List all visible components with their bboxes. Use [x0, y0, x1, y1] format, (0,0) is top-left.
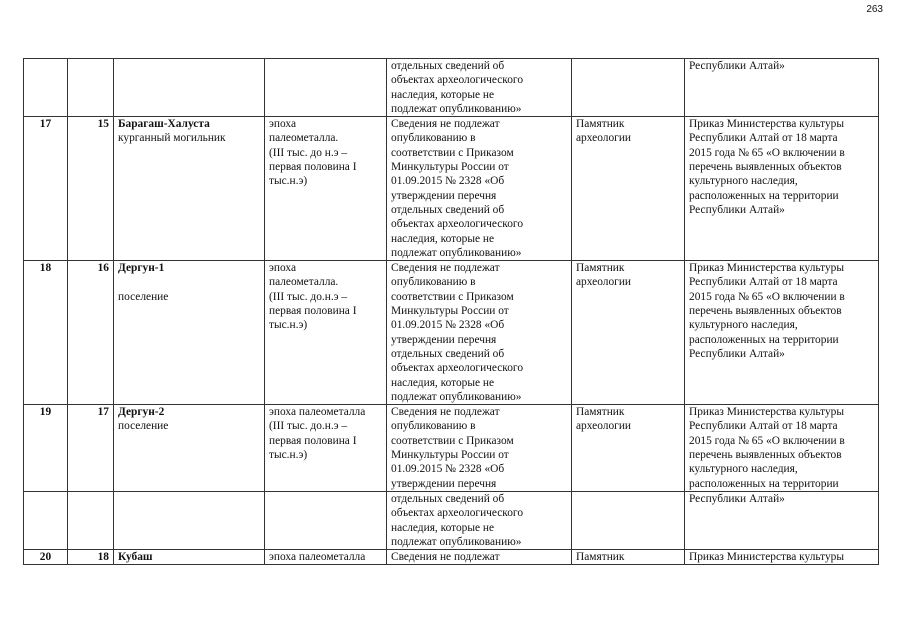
- cell-line: Сведения не подлежат: [391, 118, 500, 131]
- info-cell: [387, 550, 572, 565]
- cell-line: 01.09.2015 № 2328 «Об: [391, 463, 505, 476]
- row-number: 18: [39, 262, 52, 275]
- sub-number: 18: [97, 551, 109, 564]
- cell-line: культурного наследия,: [689, 175, 798, 188]
- site-name-cell: [114, 550, 265, 565]
- row-number: 17: [39, 118, 52, 131]
- cell-line: Приказ Министерства культуры: [689, 118, 845, 131]
- page-number: 263: [866, 4, 883, 15]
- cell-line: Приказ Министерства культуры: [689, 262, 845, 275]
- cell-line: археологии: [576, 420, 632, 433]
- cell-line: Республики Алтай»: [689, 492, 785, 505]
- cell-line: отдельных сведений об: [391, 60, 505, 72]
- cell-line: перечень выявленных объектов: [689, 305, 842, 318]
- cell-line: соответствии с Приказом: [391, 290, 514, 303]
- site-name-cell: [114, 59, 265, 117]
- cell-line: Сведения не подлежат: [391, 406, 500, 419]
- cell-line: (III тыс. до н.э –: [269, 146, 348, 159]
- sub-number: 17: [97, 406, 109, 419]
- cell-line: отдельных сведений об: [391, 203, 505, 216]
- cell-line: культурного наследия,: [689, 319, 798, 332]
- cell-line: Минкультуры России от: [391, 449, 509, 462]
- cell-line: Республики Алтай от 18 марта: [689, 132, 838, 145]
- cell-line: утверждении перечня: [391, 189, 497, 202]
- order-cell: [685, 59, 879, 117]
- cell-line: опубликованию в: [391, 420, 476, 433]
- table-row: [24, 550, 879, 565]
- cell-line: расположенных на территории: [689, 189, 839, 202]
- cell-line: отдельных сведений об: [391, 492, 505, 505]
- table-row: [24, 405, 879, 492]
- cell-line: перечень выявленных объектов: [689, 161, 842, 174]
- cell-line: подлежат опубликованию»: [391, 390, 522, 403]
- cell-line: Республики Алтай от 18 марта: [689, 276, 838, 289]
- cell-line: тыс.н.э): [269, 319, 308, 332]
- cell-line: наследия, которые не: [391, 521, 495, 534]
- cell-line: опубликованию в: [391, 132, 476, 145]
- cell-line: Минкультуры России от: [391, 161, 509, 174]
- order-cell: [685, 117, 879, 261]
- sub-number-cell: [68, 550, 114, 565]
- sub-number-cell: [68, 117, 114, 261]
- table-row: [24, 59, 879, 117]
- cell-line: объектах археологического: [391, 218, 524, 231]
- cell-line: наследия, которые не: [391, 88, 495, 101]
- cell-line: эпоха: [269, 262, 296, 275]
- row-number-cell: [24, 59, 68, 117]
- category-cell: [572, 405, 685, 492]
- cell-line: культурного наследия,: [689, 463, 798, 476]
- cell-line: расположенных на территории: [689, 477, 839, 490]
- order-cell: [685, 405, 879, 492]
- sub-number-cell: [68, 261, 114, 405]
- cell-line: (III тыс. до.н.э –: [269, 420, 348, 433]
- category-cell: [572, 59, 685, 117]
- cell-line: археологии: [576, 132, 632, 145]
- cell-line: подлежат опубликованию»: [391, 246, 522, 259]
- cell-line: эпоха: [269, 118, 296, 131]
- cell-line: соответствии с Приказом: [391, 146, 514, 159]
- period-cell: [265, 117, 387, 261]
- cell-line: 2015 года № 65 «О включении в: [689, 434, 845, 447]
- cell-line: объектах археологического: [391, 362, 524, 375]
- table-row: [24, 117, 879, 261]
- order-cell: [685, 261, 879, 405]
- row-number-cell: [24, 550, 68, 565]
- category-cell: [572, 117, 685, 261]
- cell-line: подлежат опубликованию»: [391, 102, 522, 115]
- cell-line: утверждении перечня: [391, 477, 497, 490]
- row-number: 20: [39, 551, 52, 564]
- cell-line: Республики Алтай»: [689, 347, 785, 360]
- cell-line: 2015 года № 65 «О включении в: [689, 146, 845, 159]
- cell-line: Приказ Министерства культуры: [689, 406, 845, 419]
- sub-number: 16: [97, 262, 109, 275]
- site-name-cell: [114, 491, 265, 549]
- category-cell: [572, 550, 685, 565]
- cell-line: 2015 года № 65 «О включении в: [689, 290, 845, 303]
- cell-line: первая половина I: [269, 434, 357, 447]
- period-cell: [265, 405, 387, 492]
- period-cell: [265, 550, 387, 565]
- cell-line: опубликованию в: [391, 276, 476, 289]
- order-cell: [685, 550, 879, 565]
- site-name: Барагаш-Халуста: [118, 118, 210, 131]
- category-cell: [572, 261, 685, 405]
- cell-line: тыс.н.э): [269, 175, 308, 188]
- order-cell: [685, 491, 879, 549]
- info-cell: [387, 491, 572, 549]
- period-cell: [265, 491, 387, 549]
- cell-line: отдельных сведений об: [391, 347, 505, 360]
- cell-line: утверждении перечня: [391, 333, 497, 346]
- sub-number-cell: [68, 491, 114, 549]
- row-number-cell: [24, 117, 68, 261]
- cell-line: палеометалла.: [269, 132, 339, 145]
- cell-line: Минкультуры России от: [391, 305, 509, 318]
- cell-line: Приказ Министерства культуры: [689, 551, 845, 564]
- cell-line: Памятник: [576, 118, 625, 131]
- site-name-cell: [114, 261, 265, 405]
- cell-line: поселение: [118, 420, 169, 433]
- row-number-cell: [24, 261, 68, 405]
- cell-line: первая половина I: [269, 161, 357, 174]
- row-number: 19: [39, 406, 52, 419]
- cell-line: Сведения не подлежат: [391, 262, 500, 275]
- heritage-registry-table: [23, 58, 879, 565]
- cell-line: (III тыс. до.н.э –: [269, 290, 348, 303]
- cell-line: наследия, которые не: [391, 232, 495, 245]
- cell-line: эпоха палеометалла: [269, 406, 366, 419]
- period-cell: [265, 59, 387, 117]
- info-cell: [387, 59, 572, 117]
- cell-line: Памятник: [576, 262, 625, 275]
- cell-line: Сведения не подлежат: [391, 551, 500, 564]
- cell-line: 01.09.2015 № 2328 «Об: [391, 319, 505, 332]
- cell-line: соответствии с Приказом: [391, 434, 514, 447]
- cell-line: первая половина I: [269, 305, 357, 318]
- cell-line: подлежат опубликованию»: [391, 535, 522, 548]
- cell-line: наследия, которые не: [391, 376, 495, 389]
- cell-line: палеометалла.: [269, 276, 339, 289]
- table-row: [24, 491, 879, 549]
- site-name-cell: [114, 117, 265, 261]
- sub-number-cell: [68, 59, 114, 117]
- site-name: Дергун-1: [118, 262, 165, 275]
- cell-line: Республики Алтай от 18 марта: [689, 420, 838, 433]
- category-cell: [572, 491, 685, 549]
- cell-line: курганный могильник: [118, 132, 226, 145]
- row-number-cell: [24, 405, 68, 492]
- cell-line: Республики Алтай»: [689, 60, 785, 72]
- info-cell: [387, 117, 572, 261]
- cell-line: [118, 275, 260, 289]
- row-number-cell: [24, 491, 68, 549]
- cell-line: Памятник: [576, 551, 625, 564]
- cell-line: Памятник: [576, 406, 625, 419]
- cell-line: объектах археологического: [391, 507, 524, 520]
- cell-line: археологии: [576, 276, 632, 289]
- cell-line: тыс.н.э): [269, 449, 308, 462]
- registry-body: [24, 59, 879, 565]
- site-name: Дергун-2: [118, 406, 165, 419]
- cell-line: расположенных на территории: [689, 333, 839, 346]
- sub-number: 15: [97, 118, 109, 131]
- period-cell: [265, 261, 387, 405]
- cell-line: эпоха палеометалла: [269, 551, 366, 564]
- site-name: Кубаш: [118, 551, 153, 564]
- cell-line: перечень выявленных объектов: [689, 449, 842, 462]
- site-name-cell: [114, 405, 265, 492]
- cell-line: объектах археологического: [391, 74, 524, 87]
- cell-line: Республики Алтай»: [689, 203, 785, 216]
- info-cell: [387, 405, 572, 492]
- cell-line: 01.09.2015 № 2328 «Об: [391, 175, 505, 188]
- sub-number-cell: [68, 405, 114, 492]
- info-cell: [387, 261, 572, 405]
- cell-line: поселение: [118, 290, 169, 303]
- table-row: [24, 261, 879, 405]
